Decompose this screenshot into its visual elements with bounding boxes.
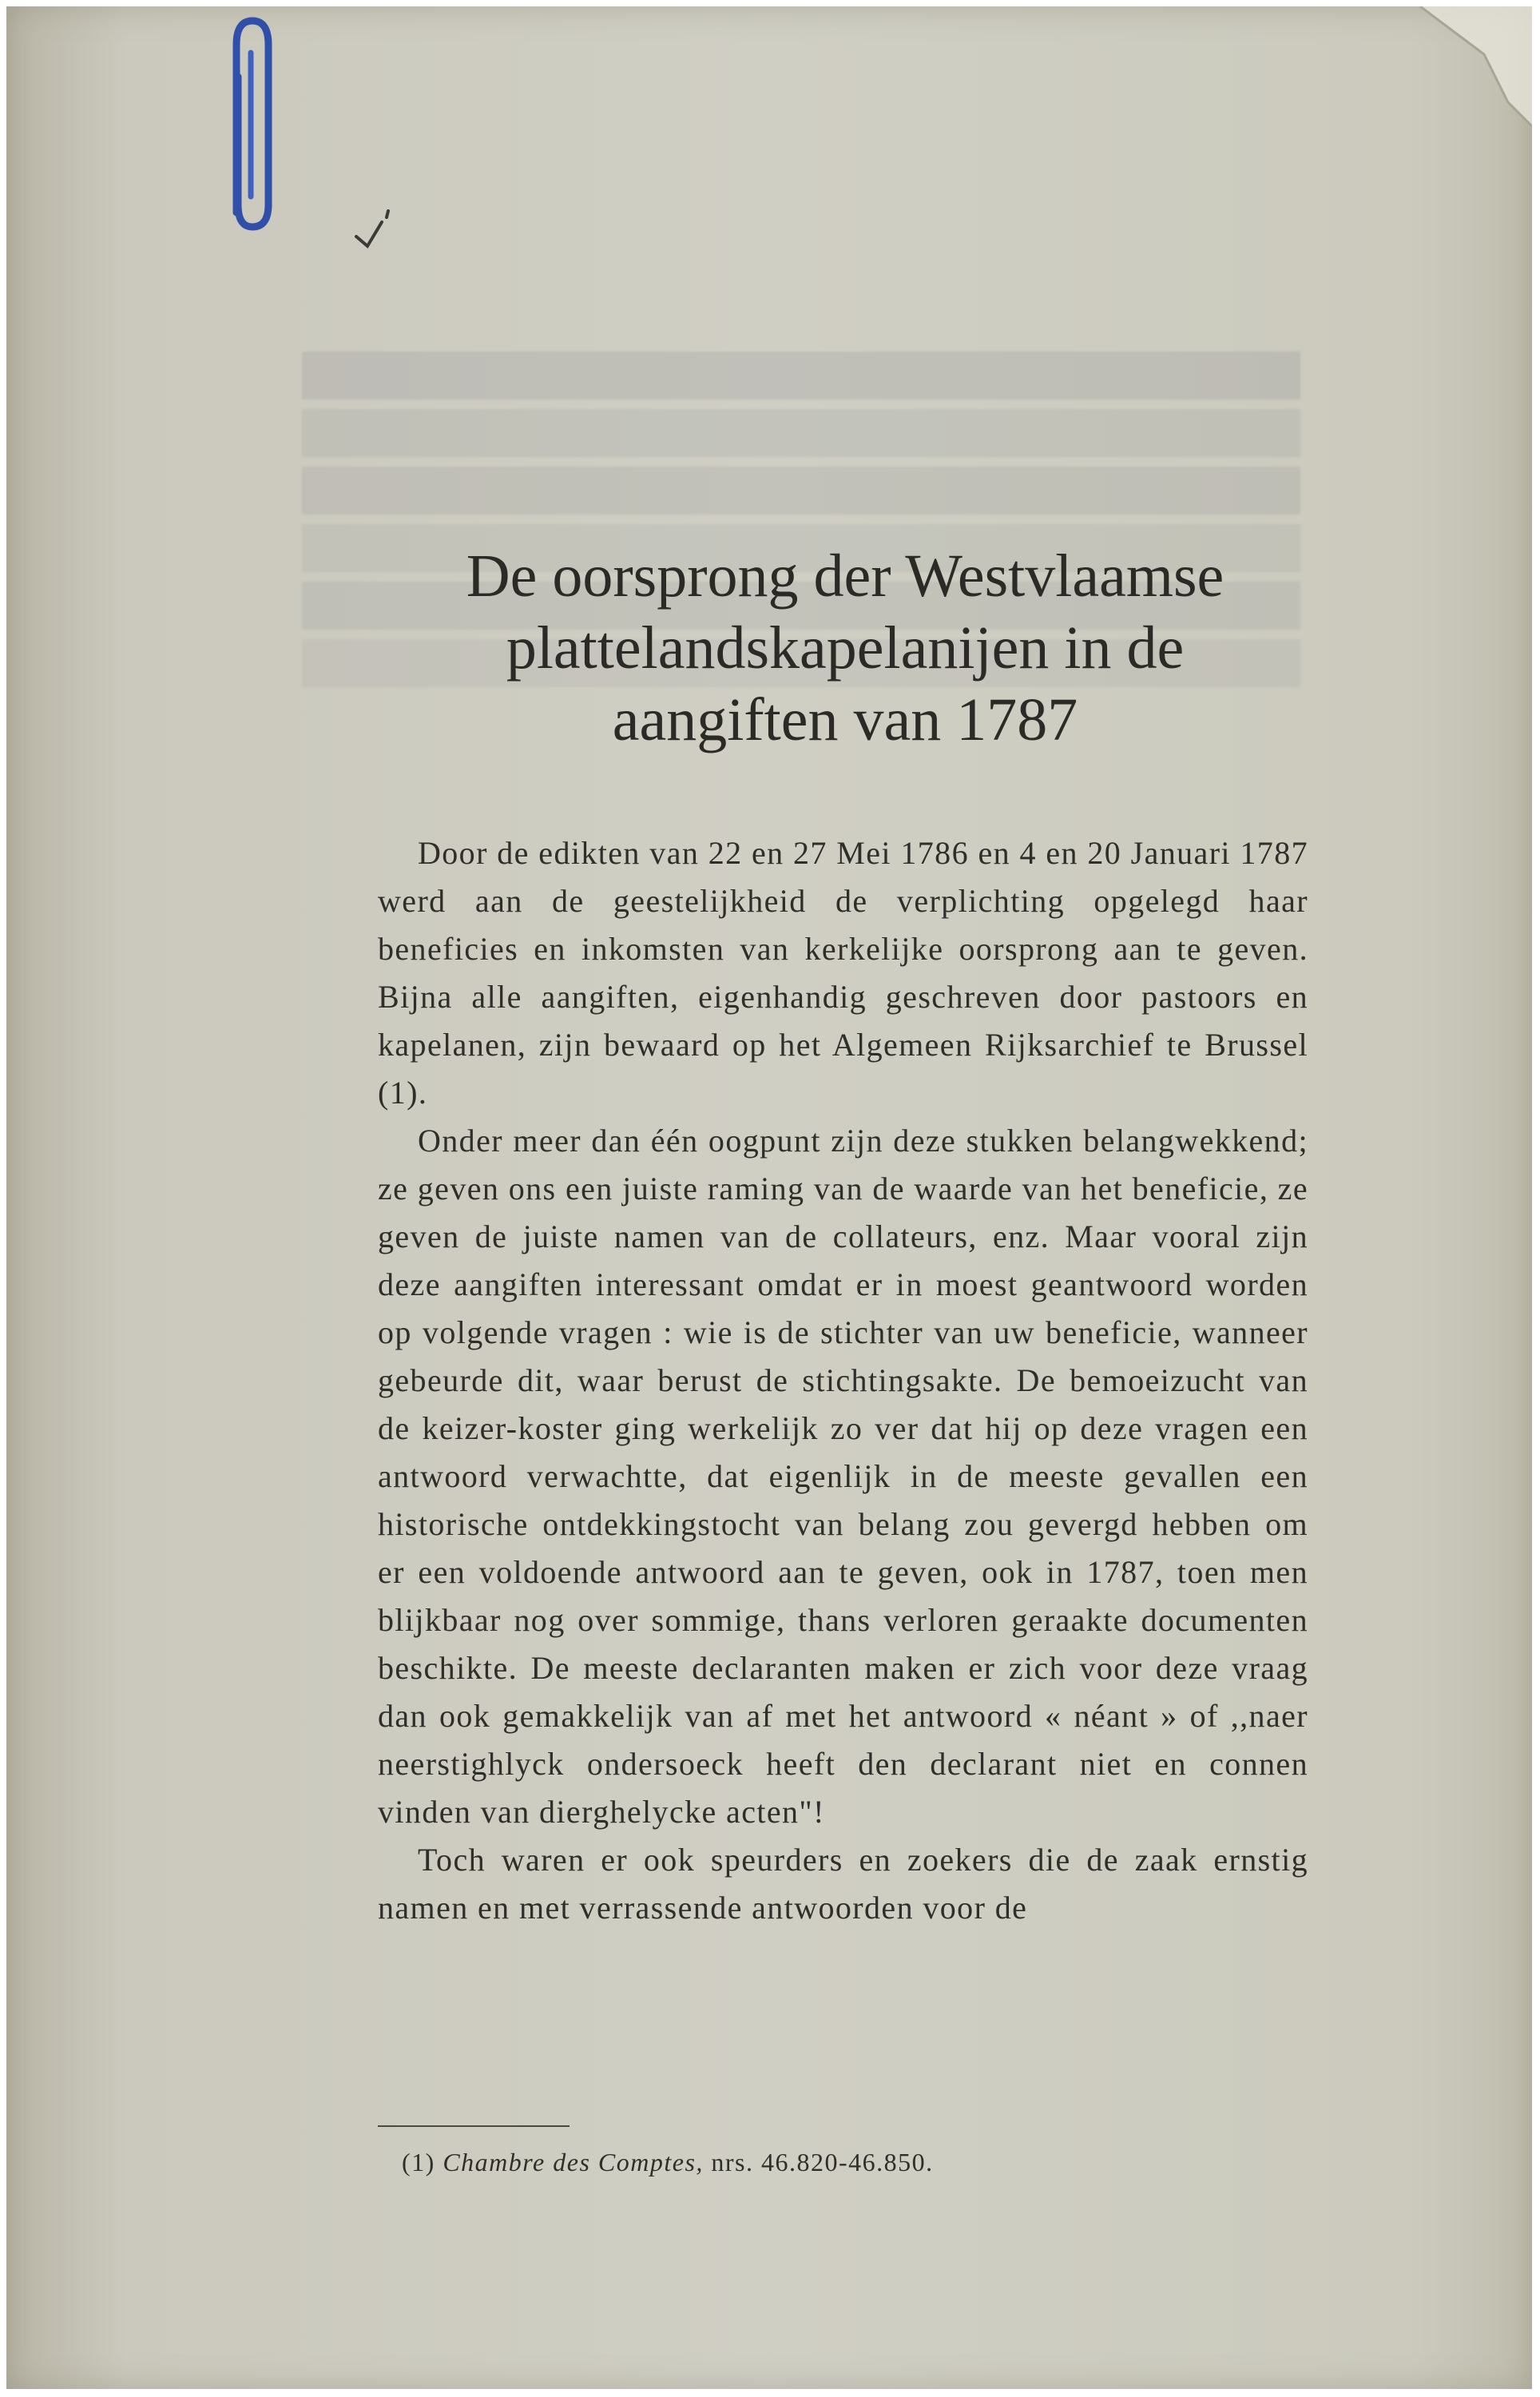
title-line-2: plattelandskapelanijen in de [506,614,1185,682]
paragraph-1 [378,829,1308,1117]
paragraph-3: Toch waren er ook speurders en zoekers die de zaak ernstig namen en met verrassende antwoorden voor de [378,1842,1308,1926]
footnote-reference: (1). [378,1075,428,1111]
footnote-numbers: nrs. 46.820-46.850. [711,2148,934,2176]
footnote-marker: (1) [402,2148,435,2176]
paragraph-2: Onder meer dan één oogpunt zijn deze stukken belangwekkend; ze geven ons een juiste raming van de waarde van het beneficie, ze geven de juiste namen van de collateurs, enz. Maar vooral zijn deze aangiften interessant omdat er in moest geantwoord worden op volgende vragen : wie is de stichter van uw beneficie, wanneer gebeurde dit, waar berust de stichtingsakte. De bemoeizucht van de keizer-koster ging werkelijk zo ver dat hij op deze vragen een antwoord verwachtte, dat eigenlijk in de meeste gevallen een historische ontdekkingstocht van belang zou gevergd hebben om er een voldoende antwoord aan te geven, ook in 1787, toen men blijkbaar nog over sommige, thans verloren geraakte documenten beschikte. De meeste declaranten maken er zich voor deze vraag dan ook gemakkelijk van af met het antwoord « néant » of ,,naer neerstighlyck ondersoeck heeft den declarant niet en connen vinden van dierghelycke acten"! [378,1123,1308,1830]
title-line-1: De oorsprong der Westvlaamse [466,543,1224,610]
article-body [378,829,1308,1932]
footnote-source: Chambre des Comptes, [443,2148,704,2176]
footnote-divider [378,2125,570,2127]
paragraph-1-text: Door de edikten van 22 en 27 Mei 1786 en 4 en 20 Januari 1787 werd aan de geestelijkheid de verplichting opgelegd haar beneficies en inkomsten van kerkelijke oorsprong aan te geven. Bijna alle aangiften, eigenhandig geschreven door pastoors en kapelanen, zijn bewaard op het Algemeen Rijksarchief te Brussel [378,835,1308,1063]
pencil-tick-mark [350,206,406,254]
footnote [402,2145,1280,2180]
book-cover [6,6,1532,2389]
worn-corner [1372,6,1532,166]
article-title [350,540,1340,756]
paperclip-icon [220,13,284,237]
title-line-3: aangiften van 1787 [612,686,1078,753]
